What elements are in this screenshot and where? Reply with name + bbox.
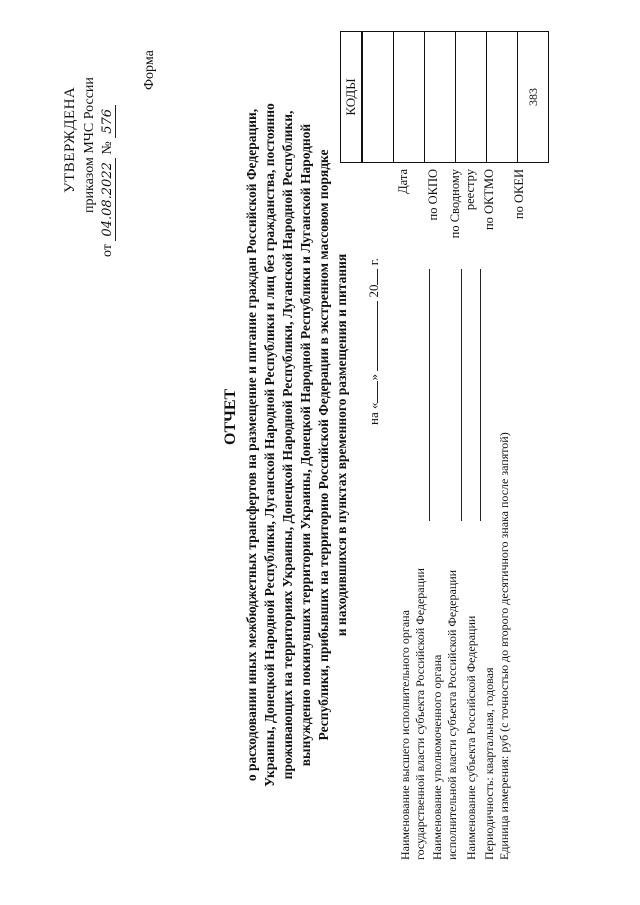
codes-registry-label-2: реестру [463,169,477,211]
authorized-body-label-2: исполнительной власти субъекта Российской Федерации [445,569,459,860]
date-suffix: г. [366,258,381,266]
report-subtitle-line: вынужденно покинувших территории Украины, Донецкой Народной Республики и Луганской Народной [298,123,313,767]
form-label: Форма [142,50,157,90]
year-blank [377,269,378,285]
day-blank [377,381,378,403]
approval-number: 576 [100,105,116,138]
codes-cell-registry [455,32,486,162]
codes-header: КОДЫ [341,32,362,162]
codes-registry-label: по Сводному [448,169,462,239]
approval-order: приказом МЧС России [82,77,97,213]
report-date-line [366,258,382,425]
report-subtitle-line: Украины, Донецкой Народной Республики, Луганской Народной Республики и лиц без гражданства, постоянно [262,103,277,787]
report-subtitle-line: Республики, прибывших на территорию Российской Федерации в экстренном массовом порядке [316,149,331,741]
codes-date-label: Дата [396,169,410,194]
approval-date: 04.08.2022 [100,158,116,240]
unit-label: Единица измерения: руб (с точностью до второго десятичного знака после запятой) [497,432,511,860]
codes-cell-form [362,32,393,162]
year-prefix: 20 [366,284,381,298]
higher-body-underline [429,269,430,521]
approval-title: УТВЕРЖДЕНА [62,86,78,193]
report-subtitle-line: проживающих на территориях Украины, Донецкой Народной Республики, Луганской Народной Республики, [280,110,295,780]
approval-date-line [100,105,116,257]
codes-oktmo-label: по ОКТМО [482,169,496,231]
higher-body-label: Наименование высшего исполнительного органа [398,610,412,860]
subject-underline [480,269,481,521]
approval-number-symbol: № [100,141,115,155]
report-subtitle-line: о расходовании иных межбюджетных трансфертов на размещение и питание граждан Российской Федерации, [244,108,259,782]
codes-table [340,31,549,163]
higher-body-label-2: государственной власти субъекта Российской Федерации [413,568,427,860]
codes-okei-label: по ОКЕИ [512,169,526,220]
subject-label: Наименование субъекта Российской Федерации [464,615,478,860]
date-prefix: на « [366,402,381,425]
approval-from: от [100,244,115,257]
codes-cell-okpo [424,32,455,162]
codes-cell-date [393,32,424,162]
report-title: ОТЧЕТ [222,388,239,445]
periodicity-label: Периодичность: квартальная, годовая [482,667,496,860]
codes-okpo-label: по ОКПО [426,169,440,221]
month-blank [377,301,378,371]
authorized-body-label: Наименование уполномоченного органа [430,654,444,860]
codes-cell-oktmo [486,32,517,162]
report-subtitle-line: и находившихся в пунктах временного размещения и питания [334,253,349,637]
codes-cell-okei: 383 [517,32,548,162]
date-mid: » [366,374,381,381]
authorized-body-underline [461,269,462,521]
